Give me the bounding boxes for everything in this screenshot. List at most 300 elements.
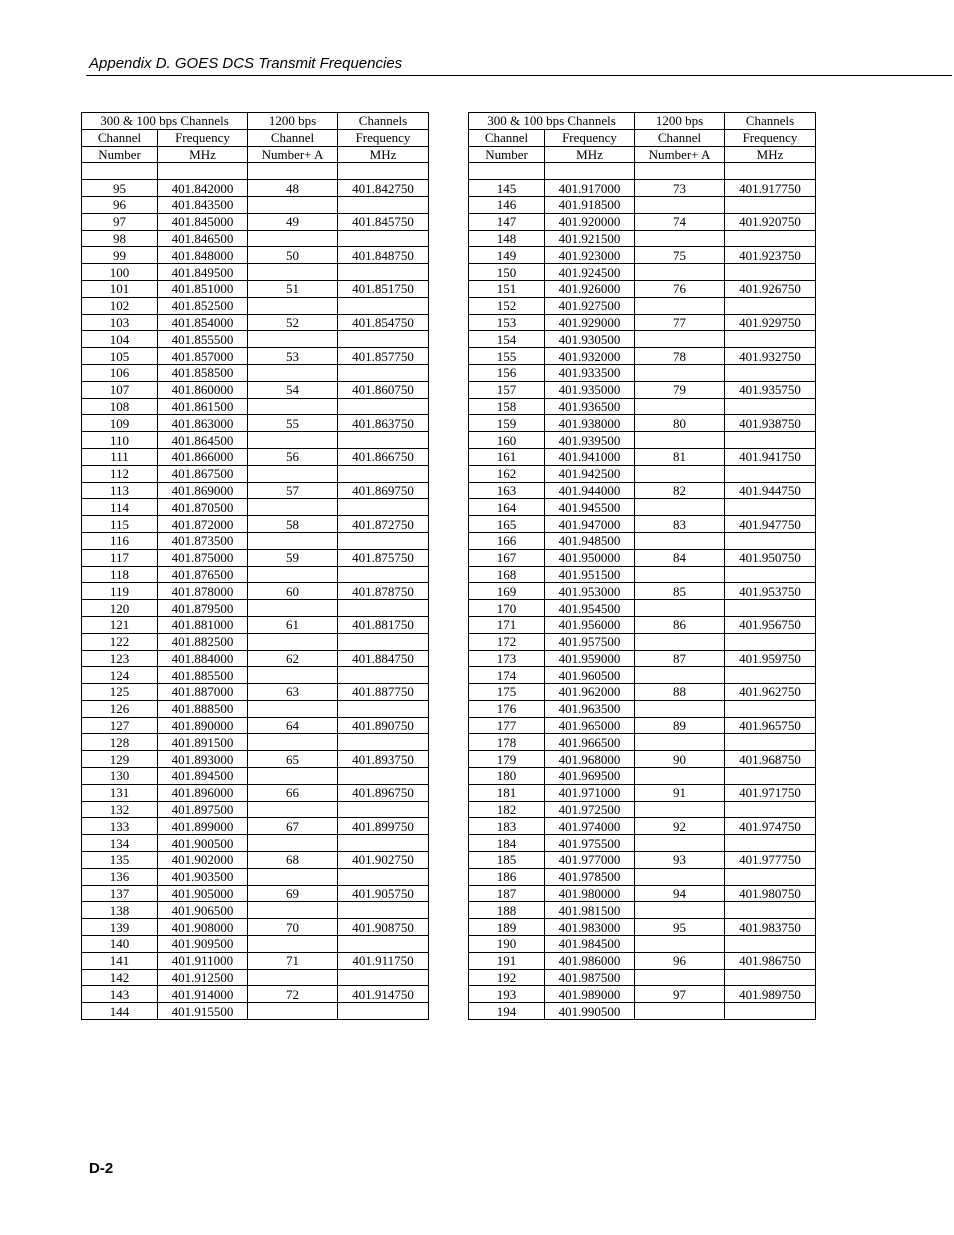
table-cell: 401.903500: [158, 868, 248, 885]
table-cell: 401.899750: [338, 818, 429, 835]
table-cell: [725, 297, 816, 314]
empty-cell: [469, 163, 545, 180]
table-cell: 401.873500: [158, 532, 248, 549]
table-row: [82, 247, 429, 264]
table-cell: 147: [469, 213, 545, 230]
table-row: [82, 230, 429, 247]
table-cell: 401.911000: [158, 952, 248, 969]
table-cell: 401.962750: [725, 684, 816, 701]
table-cell: 191: [469, 952, 545, 969]
table-row: [82, 852, 429, 869]
table-row: [469, 885, 816, 902]
table-cell: 111: [82, 448, 158, 465]
table-cell: [635, 868, 725, 885]
header-cell: Channel: [82, 129, 158, 146]
table-cell: [635, 264, 725, 281]
table-row: [82, 583, 429, 600]
table-cell: 401.947000: [545, 516, 635, 533]
table-cell: [635, 532, 725, 549]
table-cell: 143: [82, 986, 158, 1003]
table-cell: 401.935750: [725, 381, 816, 398]
table-cell: 401.968750: [725, 751, 816, 768]
table-header: [469, 113, 816, 163]
table-cell: 401.965750: [725, 717, 816, 734]
header-cell: 300 & 100 bps Channels: [82, 113, 248, 130]
table-cell: 401.968000: [545, 751, 635, 768]
table-cell: 95: [635, 919, 725, 936]
table-cell: 401.980000: [545, 885, 635, 902]
table-cell: 75: [635, 247, 725, 264]
header-cell: MHz: [725, 146, 816, 163]
table-row: [82, 835, 429, 852]
table-cell: 401.906500: [158, 902, 248, 919]
table-cell: 105: [82, 348, 158, 365]
table-cell: 401.984500: [545, 936, 635, 953]
table-cell: 165: [469, 516, 545, 533]
table-cell: 401.923750: [725, 247, 816, 264]
table-row: [82, 566, 429, 583]
table-cell: [248, 264, 338, 281]
table-cell: 106: [82, 364, 158, 381]
table-cell: 401.972500: [545, 801, 635, 818]
header-cell: Channels: [338, 113, 429, 130]
table-cell: [248, 801, 338, 818]
table-cell: 401.894500: [158, 768, 248, 785]
table-cell: 401.860750: [338, 381, 429, 398]
table-cell: 401.929000: [545, 314, 635, 331]
header-cell: Channel: [469, 129, 545, 146]
table-cell: 148: [469, 230, 545, 247]
table-cell: 401.980750: [725, 885, 816, 902]
table-cell: 58: [248, 516, 338, 533]
table-cell: [725, 936, 816, 953]
table-cell: [725, 768, 816, 785]
table-cell: 68: [248, 852, 338, 869]
table-cell: 401.974000: [545, 818, 635, 835]
table-cell: 80: [635, 415, 725, 432]
table-cell: [635, 432, 725, 449]
table-cell: 115: [82, 516, 158, 533]
table-row: [469, 616, 816, 633]
table-cell: 401.842000: [158, 180, 248, 197]
table-row: [82, 600, 429, 617]
table-cell: 401.923000: [545, 247, 635, 264]
table-cell: 113: [82, 482, 158, 499]
table-cell: 401.897500: [158, 801, 248, 818]
table-row: [469, 297, 816, 314]
empty-cell: [158, 163, 248, 180]
spacer-row: [469, 163, 816, 180]
table-row: [469, 482, 816, 499]
table-cell: 93: [635, 852, 725, 869]
table-cell: 401.851000: [158, 280, 248, 297]
table-cell: 102: [82, 297, 158, 314]
table-cell: [248, 902, 338, 919]
table-cell: 401.854000: [158, 314, 248, 331]
table-cell: 64: [248, 717, 338, 734]
table-cell: [725, 532, 816, 549]
table-cell: 83: [635, 516, 725, 533]
table-cell: [635, 633, 725, 650]
table-row: [82, 213, 429, 230]
table-header: [82, 113, 429, 163]
table-cell: 116: [82, 532, 158, 549]
table-row: [82, 633, 429, 650]
table-cell: [725, 432, 816, 449]
header-row: [82, 146, 429, 163]
header-row: [82, 129, 429, 146]
table-cell: 63: [248, 684, 338, 701]
table-cell: 401.885500: [158, 667, 248, 684]
table-cell: 56: [248, 448, 338, 465]
table-cell: 61: [248, 616, 338, 633]
table-row: [469, 700, 816, 717]
table-cell: 401.947750: [725, 516, 816, 533]
table-cell: 60: [248, 583, 338, 600]
table-row: [82, 549, 429, 566]
table-cell: 401.938000: [545, 415, 635, 432]
table-cell: 177: [469, 717, 545, 734]
table-cell: [635, 667, 725, 684]
table-cell: [248, 600, 338, 617]
table-cell: [635, 700, 725, 717]
table-cell: 401.911750: [338, 952, 429, 969]
table-cell: [338, 364, 429, 381]
table-row: [469, 734, 816, 751]
table-row: [82, 885, 429, 902]
table-cell: [635, 1003, 725, 1020]
table-cell: 108: [82, 398, 158, 415]
table-row: [82, 398, 429, 415]
table-cell: [635, 734, 725, 751]
table-cell: 401.915500: [158, 1003, 248, 1020]
header-cell: Frequency: [545, 129, 635, 146]
table-row: [469, 499, 816, 516]
table-cell: [635, 768, 725, 785]
table-cell: [635, 969, 725, 986]
table-cell: [338, 969, 429, 986]
table-cell: 401.855500: [158, 331, 248, 348]
table-cell: [725, 331, 816, 348]
table-row: [469, 902, 816, 919]
table-row: [469, 398, 816, 415]
table-cell: 401.884750: [338, 650, 429, 667]
table-row: [82, 297, 429, 314]
header-cell: Channel: [248, 129, 338, 146]
table-row: [469, 264, 816, 281]
table-row: [82, 952, 429, 969]
header-cell: Channels: [725, 113, 816, 130]
table-cell: 401.960500: [545, 667, 635, 684]
table-cell: 70: [248, 919, 338, 936]
table-row: [82, 364, 429, 381]
table-row: [82, 969, 429, 986]
table-cell: 401.864500: [158, 432, 248, 449]
table-cell: 401.893750: [338, 751, 429, 768]
table-cell: 110: [82, 432, 158, 449]
table-cell: 74: [635, 213, 725, 230]
table-row: [82, 381, 429, 398]
table-row: [469, 465, 816, 482]
table-cell: [725, 499, 816, 516]
table-row: [469, 818, 816, 835]
table-cell: [248, 432, 338, 449]
table-cell: 401.920000: [545, 213, 635, 230]
header-cell: Frequency: [158, 129, 248, 146]
table-row: [82, 684, 429, 701]
table-cell: 82: [635, 482, 725, 499]
table-row: [469, 600, 816, 617]
table-cell: 401.905750: [338, 885, 429, 902]
frequency-table-right: [468, 112, 816, 1020]
table-cell: 144: [82, 1003, 158, 1020]
table-cell: 401.891500: [158, 734, 248, 751]
table-cell: 401.932750: [725, 348, 816, 365]
table-row: [82, 180, 429, 197]
table-cell: 401.914750: [338, 986, 429, 1003]
table-cell: 151: [469, 280, 545, 297]
table-cell: 401.969500: [545, 768, 635, 785]
table-cell: 174: [469, 667, 545, 684]
table-cell: 401.849500: [158, 264, 248, 281]
table-cell: 88: [635, 684, 725, 701]
table-cell: [725, 364, 816, 381]
table-cell: 401.842750: [338, 180, 429, 197]
table-cell: [635, 801, 725, 818]
table-cell: 51: [248, 280, 338, 297]
table-cell: [725, 868, 816, 885]
table-cell: 401.936500: [545, 398, 635, 415]
table-row: [82, 348, 429, 365]
table-cell: 401.857000: [158, 348, 248, 365]
table-cell: 118: [82, 566, 158, 583]
table-cell: [635, 936, 725, 953]
table-cell: 79: [635, 381, 725, 398]
table-cell: 401.933500: [545, 364, 635, 381]
table-cell: 123: [82, 650, 158, 667]
table-cell: 401.986750: [725, 952, 816, 969]
table-row: [469, 868, 816, 885]
table-cell: [338, 600, 429, 617]
table-cell: 129: [82, 751, 158, 768]
table-cell: [338, 499, 429, 516]
table-cell: 401.902000: [158, 852, 248, 869]
table-cell: 94: [635, 885, 725, 902]
table-cell: 114: [82, 499, 158, 516]
table-cell: 182: [469, 801, 545, 818]
table-cell: [635, 600, 725, 617]
table-cell: [338, 432, 429, 449]
spacer-row: [82, 163, 429, 180]
table-cell: [725, 264, 816, 281]
table-cell: 178: [469, 734, 545, 751]
table-cell: 52: [248, 314, 338, 331]
table-row: [469, 381, 816, 398]
table-row: [82, 919, 429, 936]
table-cell: 157: [469, 381, 545, 398]
table-cell: 401.965000: [545, 717, 635, 734]
table-cell: 401.921500: [545, 230, 635, 247]
table-cell: 401.918500: [545, 196, 635, 213]
table-cell: 131: [82, 784, 158, 801]
header-row: [469, 113, 816, 130]
table-row: [469, 230, 816, 247]
table-row: [82, 1003, 429, 1020]
table-cell: 65: [248, 751, 338, 768]
table-cell: 401.851750: [338, 280, 429, 297]
table-cell: 401.852500: [158, 297, 248, 314]
table-cell: 96: [635, 952, 725, 969]
table-cell: [635, 196, 725, 213]
table-cell: 103: [82, 314, 158, 331]
header-cell: Number: [82, 146, 158, 163]
table-cell: 91: [635, 784, 725, 801]
table-cell: 187: [469, 885, 545, 902]
empty-cell: [545, 163, 635, 180]
table-row: [469, 835, 816, 852]
header-cell: 300 & 100 bps Channels: [469, 113, 635, 130]
table-cell: 401.977000: [545, 852, 635, 869]
table-cell: [338, 667, 429, 684]
table-row: [82, 415, 429, 432]
table-cell: [725, 700, 816, 717]
table-row: [469, 768, 816, 785]
table-cell: 153: [469, 314, 545, 331]
table-cell: 133: [82, 818, 158, 835]
table-cell: 161: [469, 448, 545, 465]
table-cell: 401.908750: [338, 919, 429, 936]
table-cell: 96: [82, 196, 158, 213]
table-cell: [725, 465, 816, 482]
table-cell: 401.920750: [725, 213, 816, 230]
table-cell: 62: [248, 650, 338, 667]
table-cell: [248, 196, 338, 213]
table-cell: [248, 465, 338, 482]
table-cell: 168: [469, 566, 545, 583]
table-row: [82, 902, 429, 919]
table-cell: 171: [469, 616, 545, 633]
table-cell: [338, 331, 429, 348]
table-cell: [725, 902, 816, 919]
table-cell: 401.896000: [158, 784, 248, 801]
table-cell: 401.860000: [158, 381, 248, 398]
header-row: [469, 146, 816, 163]
table-cell: 119: [82, 583, 158, 600]
table-cell: 86: [635, 616, 725, 633]
table-cell: 401.848750: [338, 247, 429, 264]
table-row: [82, 784, 429, 801]
table-cell: 401.975500: [545, 835, 635, 852]
table-cell: 192: [469, 969, 545, 986]
page-number: D-2: [89, 1160, 114, 1177]
table-cell: 53: [248, 348, 338, 365]
table-cell: 160: [469, 432, 545, 449]
table-cell: 100: [82, 264, 158, 281]
table-cell: [338, 230, 429, 247]
table-cell: [338, 801, 429, 818]
table-row: [469, 919, 816, 936]
table-row: [469, 516, 816, 533]
table-cell: 166: [469, 532, 545, 549]
table-cell: 401.876500: [158, 566, 248, 583]
header-cell: Frequency: [725, 129, 816, 146]
header-row: [469, 129, 816, 146]
table-cell: [338, 768, 429, 785]
table-cell: 401.981500: [545, 902, 635, 919]
table-cell: 401.917750: [725, 180, 816, 197]
table-cell: 401.875000: [158, 549, 248, 566]
table-cell: 401.896750: [338, 784, 429, 801]
table-row: [469, 247, 816, 264]
table-cell: 164: [469, 499, 545, 516]
table-row: [469, 852, 816, 869]
table-cell: 401.899000: [158, 818, 248, 835]
table-cell: [338, 936, 429, 953]
header-cell: MHz: [338, 146, 429, 163]
table-cell: 401.989750: [725, 986, 816, 1003]
table-cell: 401.939500: [545, 432, 635, 449]
table-cell: 401.869750: [338, 482, 429, 499]
table-cell: 95: [82, 180, 158, 197]
table-cell: 107: [82, 381, 158, 398]
table-row: [82, 768, 429, 785]
table-cell: [248, 499, 338, 516]
table-row: [82, 516, 429, 533]
table-cell: 401.953750: [725, 583, 816, 600]
table-row: [469, 549, 816, 566]
table-cell: [248, 700, 338, 717]
header-cell: Number: [469, 146, 545, 163]
table-cell: 181: [469, 784, 545, 801]
table-row: [469, 1003, 816, 1020]
table-cell: 401.863000: [158, 415, 248, 432]
table-cell: 73: [635, 180, 725, 197]
table-row: [82, 280, 429, 297]
table-cell: 401.978500: [545, 868, 635, 885]
table-row: [82, 448, 429, 465]
table-cell: 401.950750: [725, 549, 816, 566]
table-cell: 401.882500: [158, 633, 248, 650]
table-cell: [635, 566, 725, 583]
table-row: [469, 280, 816, 297]
table-row: [469, 667, 816, 684]
table-row: [82, 465, 429, 482]
table-cell: [635, 364, 725, 381]
table-cell: 401.990500: [545, 1003, 635, 1020]
table-cell: [248, 1003, 338, 1020]
table-cell: 48: [248, 180, 338, 197]
table-cell: 401.977750: [725, 852, 816, 869]
table-row: [469, 180, 816, 197]
table-cell: [635, 398, 725, 415]
empty-cell: [725, 163, 816, 180]
table-cell: 401.872750: [338, 516, 429, 533]
table-cell: 124: [82, 667, 158, 684]
table-cell: 401.893000: [158, 751, 248, 768]
table-cell: [725, 600, 816, 617]
table-cell: [338, 700, 429, 717]
table-row: [82, 482, 429, 499]
table-cell: 127: [82, 717, 158, 734]
table-cell: [248, 230, 338, 247]
table-cell: 401.935000: [545, 381, 635, 398]
table-cell: [725, 633, 816, 650]
table-cell: 183: [469, 818, 545, 835]
table-row: [82, 717, 429, 734]
table-cell: 401.987500: [545, 969, 635, 986]
table-cell: 150: [469, 264, 545, 281]
table-cell: 132: [82, 801, 158, 818]
